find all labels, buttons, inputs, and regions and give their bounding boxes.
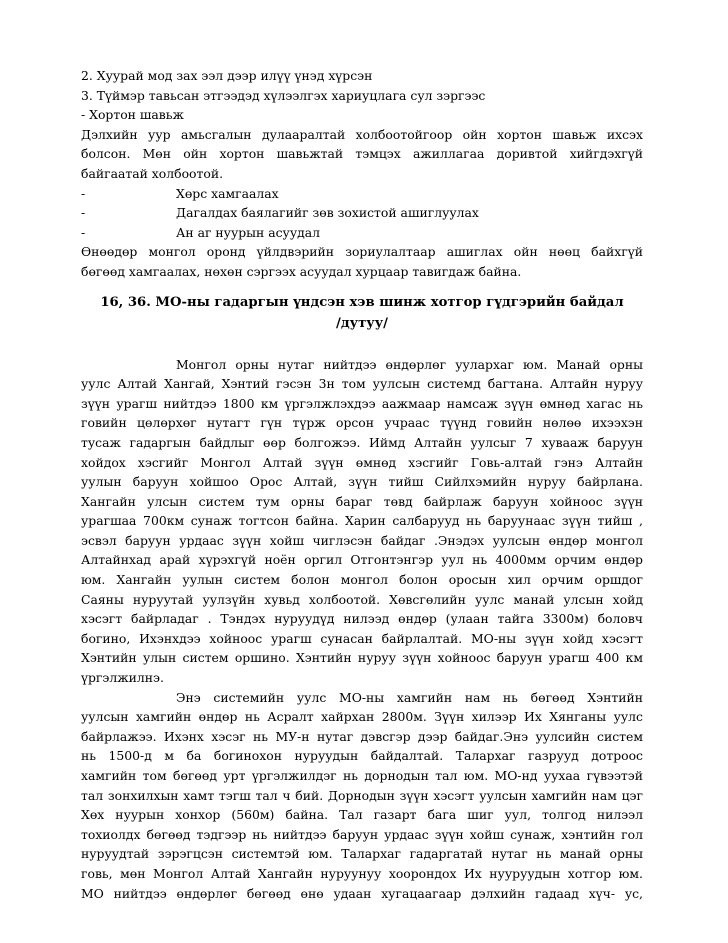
heading-title: 16, 36. МО-ны гадаргын үндсэн хэв шинж хотгор гүдгэрийн байдал	[100, 294, 624, 310]
paragraph-line: байгаатай холбоотой.	[81, 165, 224, 181]
paragraph-line: болсон. Мөн ойн хортон шавьжтай тэмцэх ажиллагаа доривтой хийгдэхгүй	[81, 146, 643, 162]
paragraph-line: Хөх нуурын хонхор (560м) байна. Тал газарт бага шиг уул, толгод нилээл	[81, 807, 643, 823]
paragraph-2	[81, 688, 643, 904]
paragraph-line: Монгол орны нутаг нийтдээ өндөрлөг уулархаг юм. Манай орны	[176, 356, 643, 372]
paragraph-line: уулсын хамгийн өндөр нь Асралт хайрхан 2800м. Зүүн хилээр Их Хянганы уулс	[81, 709, 643, 725]
document-page	[81, 66, 643, 903]
paragraph-line: урагшаа 700км сунаж тогтсон байна. Харин салбарууд нь баруунаас зүүн тийш ,	[81, 513, 643, 529]
paragraph-line: байрлажээ. Ихэнх хэсэг нь МУ-н нутаг дэвсгэр дээр байдаг.Энэ уулсийн систем	[81, 728, 643, 744]
paragraph-line: хойдох хэсгийг Монгол Алтай зүүн өмнөд хэсгийг Говь-алтай гэнэ Алтайн	[81, 454, 643, 470]
paragraph-line: бөгөөд хамгаалах, нөхөн сэргээх асуудал хурцаар тавигдаж байна.	[81, 263, 522, 279]
paragraph-line: Саяны нуруутай уулзүйн хувьд холбоотой. Хөвсгөлийн уулс манай улсын хойд	[81, 591, 643, 607]
paragraph-line: Энэ системийн уулс МО-ны хамгийн нам нь бөгөөд Хэнтийн	[176, 689, 643, 705]
paragraph-line: Алтайнхад арай хүрэхгүй ноён оргил Отгонтэнгэр уул нь 4000мм орчим өндөр	[81, 552, 643, 568]
paragraph-line: хэсэгт байрладаг . Тэндэх нуруудүд нилээд өндөр (улаан тайга 3300м) боловч	[81, 611, 643, 627]
list-item: 2. Хуурай мод зах ээл дээр илүү үнэд хүрсэн	[81, 68, 373, 83]
bullet-dash: -	[81, 205, 86, 221]
bullet-dash: -	[81, 185, 86, 201]
paragraph-line: эсвэл баруун урдаас зүүн хойш чиглэсэн байдаг .Энэдэх уулсын өндөр монгол	[81, 532, 643, 548]
paragraph-line: Хангайн улсын систем тум орны бараг төвд байрлаж баруун хойноос зүүн	[81, 493, 643, 509]
paragraph-line: богино, Ихэнхдээ хойноос урагш сунасан байрлалтай. МО-ны зүүн хойд хэсэгт	[81, 630, 643, 646]
bullet-text: Дагалдах баялагийг зөв зохистой ашиглуулах	[176, 205, 479, 221]
paragraph-line: хамгийн том бөгөөд урт үргэлжилдэг нь дорнодын тал юм. МО-нд уухаа гүвээтэй	[81, 768, 643, 783]
paragraph-line: үргэлжилнэ.	[81, 670, 164, 686]
paragraph-line: нуруудтай зэрэгцсэн системтэй юм. Талархаг гадаргатай нутаг нь манай орны	[81, 846, 643, 862]
heading-subtitle: /дутуу/	[336, 315, 388, 331]
paragraph-line: уулын баруун хойшоо Орос Алтай, зүүн тийш Сийлхэмийн нуруу байрлана.	[81, 474, 643, 490]
paragraph-line: МО нийтдээ өндөрлөг бөгөөд өнө удаан хугацаагаар дэлхийн гадаад хүч- ус,	[81, 885, 643, 901]
paragraph-line: юм. Хангайн уулын систем болон монгол болон оросын хил орчим оршдог	[81, 572, 643, 588]
paragraph-line: уулс Алтай Хангай, Хэнтий гэсэн 3н том уулсын системд багтана. Алтайн нуруу	[81, 376, 643, 392]
paragraph-line: зүүн урагш нийтдээ 1800 км үргэлжлэхдээ аажмаар намсаж зүүн өмнөд хагас нь	[81, 395, 643, 411]
paragraph-1	[81, 355, 643, 688]
bullet-text: Ан аг нуурын асуудал	[176, 224, 321, 240]
bullet-text: Хөрс хамгаалах	[176, 185, 279, 201]
paragraph-line: Хэнтийн улын систем оршино. Хэнтийн нуруу зүүн хойноос баруун урагш 400 км	[81, 650, 643, 666]
list-item: - Хортон шавьж	[81, 107, 184, 123]
paragraph-line: Өнөөдөр монгол оронд үйлдвэрийн зориулалтаар ашиглах ойн нөөц байхгүй	[81, 244, 643, 260]
bullet-dash: -	[81, 224, 86, 240]
bullet-item	[81, 184, 643, 204]
paragraph-line: говийн цөлөрхөг нутагт гүн түрж орсон учраас түүнд говийн нөлөө ихээхэн	[81, 415, 643, 431]
paragraph-line: Дэлхийн уур амьсгалын дулааралтай холбоотойгоор ойн хортон шавьж ихсэх	[81, 126, 643, 142]
section-heading	[81, 292, 643, 334]
list-item: 3. Түймэр тавьсан этгээдэд хүлээлгэх хариуцлага сул зэргээс	[81, 87, 486, 103]
bullet-item	[81, 223, 643, 243]
bullet-item	[81, 203, 643, 223]
paragraph-line: тал зонхилхын хамт тэгш тал ч бий. Дорнодын зүүн хэсэгт уулсын хамгийн нам цэг	[81, 787, 643, 803]
paragraph-line: нь 1500-д м ба богинохон нуруудын байдалтай. Талархаг газрууд дотроос	[81, 748, 643, 764]
paragraph-line: говь, мөн Монгол Алтай Хангайн нуруунуу хоорондох Их нууруудын хотгор юм.	[81, 865, 643, 881]
paragraph-line: тохиолдх бөгөөд тэдгээр нь нийтдээ баруун урдаас зүүн хойш сунаж, хэнтийн гол	[81, 826, 643, 842]
top-section	[81, 66, 643, 282]
paragraph-line: тусаж гадаргын байдлыг өөр болгожээ. Иймд Алтайн уулсыг 7 хувааж баруун	[81, 434, 643, 450]
